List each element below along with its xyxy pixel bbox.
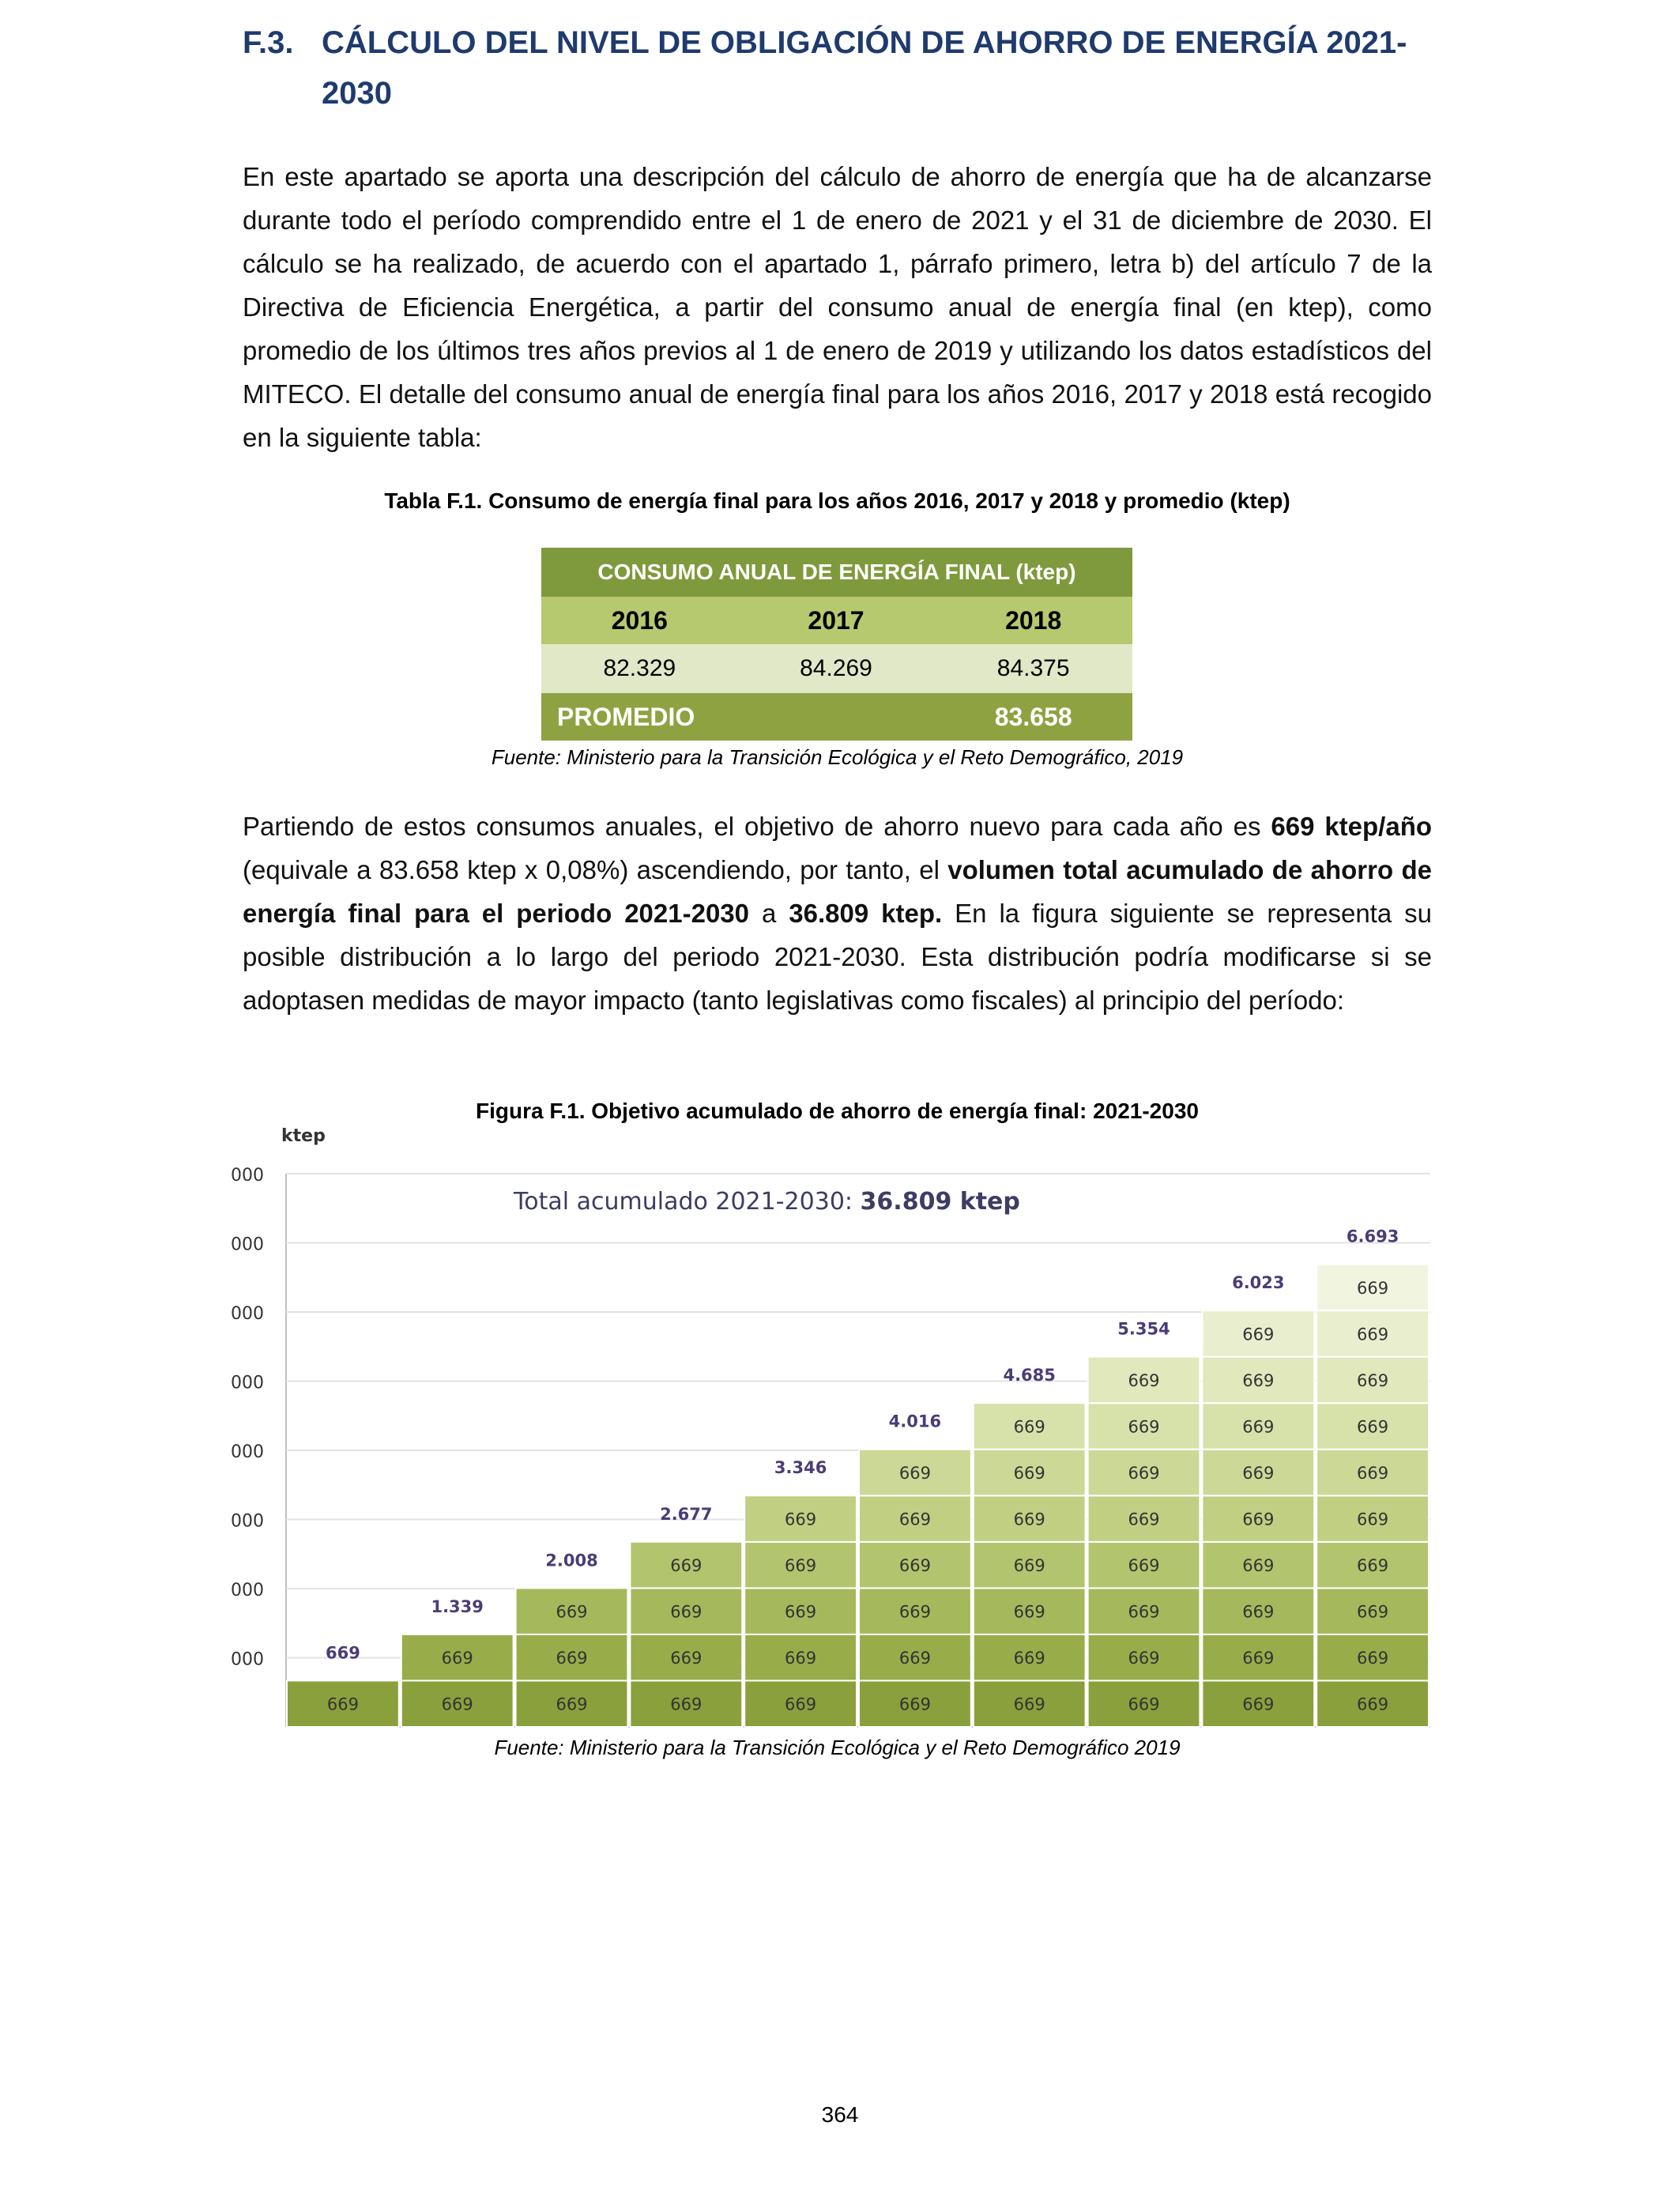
segment-label: 669 [1357, 1510, 1389, 1529]
segment-label: 669 [1357, 1464, 1389, 1483]
segment-label: 669 [898, 1556, 931, 1576]
bar-total-label: 669 [325, 1643, 360, 1663]
objective-paragraph: Partiendo de estos consumos anuales, el objetivo de ahorro nuevo para cada año es 669 ktep/año (equivale a 83.658 ktep x 0,08%) ascendiendo, por tanto, el volumen total acumulado de ahorro de energía final para el periodo 2021-2030 a 36.809 ktep. En la figura siguiente se representa su posible distribución a lo largo del periodo 2021-2030. Esta distribución podría modificarse si se adoptasen medidas de mayor impacto (tanto legislativas como fiscales) al principio del período: [243, 812, 1433, 1015]
segment-label: 669 [898, 1510, 931, 1529]
bar-total-label: 4.016 [888, 1412, 942, 1431]
segment-label: 669 [785, 1649, 817, 1668]
segment-label: 669 [1013, 1695, 1045, 1714]
segment-label: 669 [1357, 1370, 1389, 1390]
y-tick-label: 000 [231, 1511, 264, 1532]
bar-total-label: 2.008 [545, 1551, 598, 1570]
segment-label: 669 [785, 1556, 817, 1576]
segment-label: 669 [1013, 1602, 1045, 1622]
bar-total-label: 6.693 [1346, 1227, 1399, 1246]
figure-caption: Figura F.1. Objetivo acumulado de ahorro de energía final: 2021-2030 [476, 1099, 1199, 1123]
table-title: CONSUMO ANUAL DE ENERGÍA FINAL (ktep) [541, 548, 1132, 597]
segment-label: 669 [1242, 1510, 1275, 1529]
segment-label: 669 [670, 1556, 703, 1576]
segment-label: 669 [1128, 1602, 1160, 1622]
y-tick-label: 000 [231, 1581, 264, 1600]
segment-label: 669 [785, 1695, 817, 1714]
segment-label: 669 [785, 1510, 817, 1529]
segment-label: 669 [1357, 1325, 1389, 1344]
segment-label: 669 [1013, 1464, 1045, 1483]
table-year-header: 2016 [541, 597, 738, 644]
segment-label: 669 [556, 1649, 588, 1668]
table-value-cell: 84.269 [738, 644, 935, 693]
y-tick-label: 000 [231, 1166, 264, 1186]
segment-label: 669 [326, 1695, 359, 1714]
table-year-header: 2018 [934, 597, 1132, 644]
bar-total-label: 2.677 [660, 1504, 713, 1524]
segment-label: 669 [556, 1695, 588, 1714]
segment-label: 669 [898, 1464, 931, 1483]
y-tick-label: 000 [231, 1649, 264, 1670]
table-average-label: PROMEDIO [541, 693, 934, 741]
section-number: F.3. [243, 25, 294, 60]
segment-label: 669 [1128, 1370, 1160, 1390]
segment-label: 669 [1128, 1556, 1160, 1576]
segment-label: 669 [898, 1695, 931, 1714]
segment-label: 669 [1013, 1649, 1045, 1668]
consumption-table [541, 548, 1132, 741]
segment-label: 669 [1128, 1417, 1160, 1437]
y-tick-label: 000 [231, 1304, 264, 1324]
table-source: Fuente: Ministerio para la Transición Ecológica y el Reto Demográfico, 2019 [491, 745, 1184, 769]
table-value-cell: 82.329 [541, 644, 738, 693]
table-caption: Tabla F.1. Consumo de energía final para los años 2016, 2017 y 2018 y promedio (ktep) [384, 488, 1290, 513]
section-title: CÁLCULO DEL NIVEL DE OBLIGACIÓN DE AHORRO DE ENERGÍA 2021-2030 [322, 25, 1407, 111]
segment-label: 669 [785, 1602, 817, 1622]
table-value-cell: 84.375 [934, 644, 1132, 693]
segment-label: 669 [670, 1649, 703, 1668]
segment-label: 669 [1357, 1695, 1389, 1714]
segment-label: 669 [441, 1695, 473, 1714]
segment-label: 669 [1128, 1695, 1160, 1714]
page-number: 364 [821, 2102, 859, 2127]
segment-label: 669 [670, 1695, 703, 1714]
segment-label: 669 [670, 1602, 703, 1622]
y-tick-label: 000 [231, 1373, 264, 1393]
bar-total-label: 6.023 [1232, 1272, 1285, 1292]
segment-label: 669 [1242, 1417, 1275, 1437]
segment-label: 669 [898, 1602, 931, 1622]
figure-source: Fuente: Ministerio para la Transición Ecológica y el Reto Demográfico 2019 [494, 1736, 1181, 1759]
segment-label: 669 [1242, 1695, 1275, 1714]
bar-total-label: 5.354 [1117, 1319, 1170, 1339]
segment-label: 669 [1242, 1556, 1275, 1576]
segment-label: 669 [1013, 1556, 1045, 1576]
cumulative-savings-chart [229, 1126, 1446, 1739]
table-average-value: 83.658 [934, 693, 1132, 741]
segment-label: 669 [1242, 1325, 1275, 1344]
segment-label: 669 [1128, 1649, 1160, 1668]
segment-label: 669 [1357, 1278, 1389, 1298]
segment-label: 669 [1242, 1602, 1275, 1622]
intro-paragraph: En este apartado se aporta una descripción del cálculo de ahorro de energía que ha de alcanzarse durante todo el período comprendido entre el 1 de enero de 2021 y el 31 de diciembre de 2030. El cálculo se ha realizado, de acuerdo con el apartado 1, párrafo primero, letra b) del artículo 7 de la Directiva de Eficiencia Energética, a partir del consumo anual de energía final (en ktep), como promedio de los últimos tres años previos al 1 de enero de 2019 y utilizando los datos estadísticos del MITECO. El detalle del consumo anual de energía final para los años 2016, 2017 y 2018 está recogido en la siguiente tabla: [243, 162, 1432, 452]
table-year-header: 2017 [738, 597, 935, 644]
segment-label: 669 [1128, 1510, 1160, 1529]
total-annotation: Total acumulado 2021-2030: 36.809 ktep [514, 1188, 1020, 1216]
segment-label: 669 [898, 1649, 931, 1668]
y-tick-label: 000 [231, 1442, 264, 1462]
segment-label: 669 [1357, 1417, 1389, 1437]
segment-label: 669 [1128, 1464, 1160, 1483]
segment-label: 669 [556, 1602, 588, 1622]
segment-label: 669 [441, 1649, 473, 1668]
bar-total-label: 1.339 [431, 1596, 484, 1616]
y-tick-label: 000 [231, 1235, 264, 1255]
y-axis-label: ktep [281, 1126, 326, 1146]
segment-label: 669 [1357, 1649, 1389, 1668]
segment-label: 669 [1013, 1417, 1045, 1437]
segment-label: 669 [1242, 1464, 1275, 1483]
bar-total-label: 4.685 [1003, 1366, 1056, 1385]
segment-label: 669 [1013, 1510, 1045, 1529]
bar-total-label: 3.346 [774, 1458, 827, 1478]
segment-label: 669 [1357, 1602, 1389, 1622]
segment-label: 669 [1357, 1556, 1389, 1576]
segment-label: 669 [1242, 1370, 1275, 1390]
segment-label: 669 [1242, 1649, 1275, 1668]
